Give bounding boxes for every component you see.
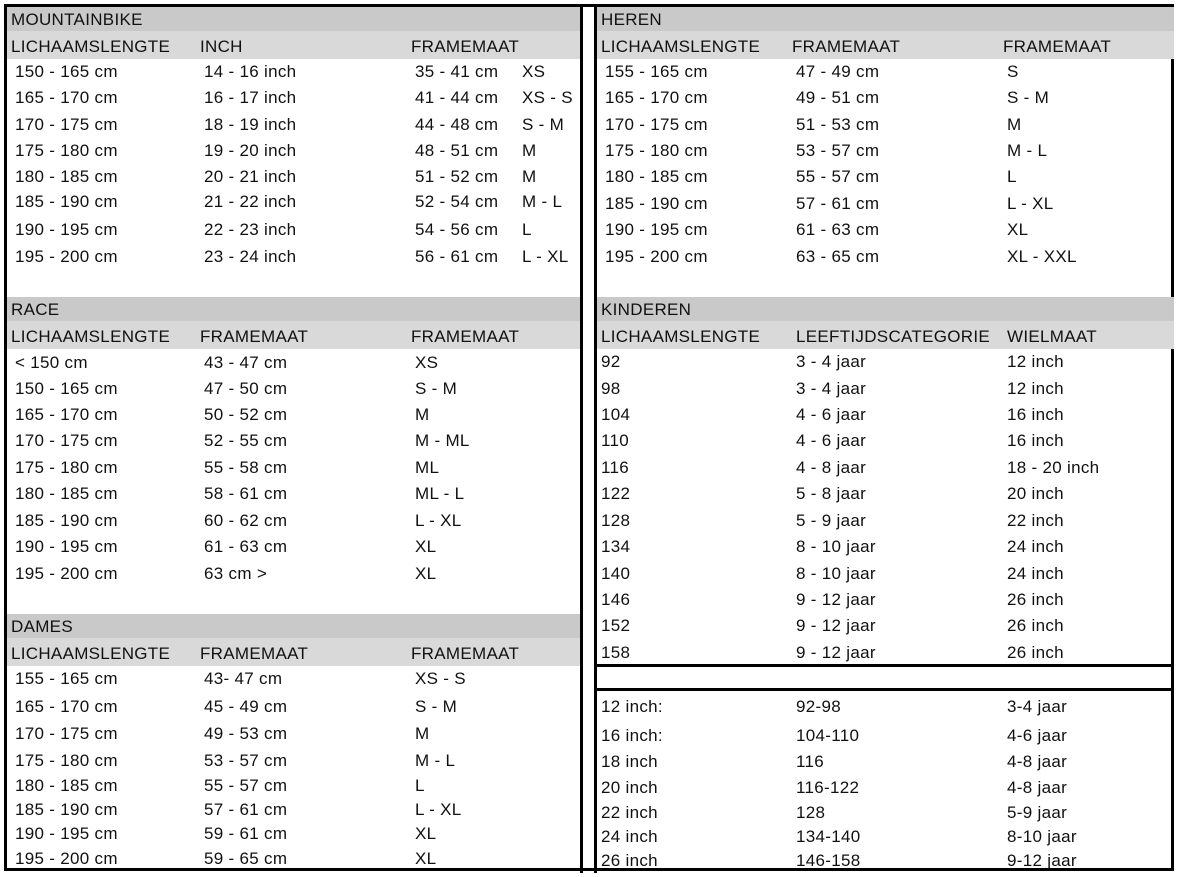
kinderen-cell: 12 inch — [1007, 352, 1064, 371]
dames-cell: 59 - 61 cm — [204, 824, 288, 843]
kinderen-cell: 122 — [601, 484, 631, 503]
mountainbike-column-header: FRAMEMAAT — [411, 37, 520, 56]
race-cell: 43 - 47 cm — [204, 353, 288, 372]
mountainbike-column-header: INCH — [200, 37, 243, 56]
heren-column-header: FRAMEMAAT — [792, 37, 901, 56]
kinderen-column-header: WIELMAAT — [1007, 327, 1097, 346]
kinderen-bottom-line — [594, 664, 1174, 667]
mountainbike-cell: 56 - 61 cm — [415, 247, 499, 266]
kinderen-cell: 158 — [601, 643, 631, 662]
summary-cell: 4-8 jaar — [1007, 778, 1068, 797]
kinderen-cell: 9 - 12 jaar — [796, 616, 876, 635]
dames-cell: 57 - 61 cm — [204, 800, 288, 819]
kinderen-cell: 4 - 6 jaar — [796, 431, 867, 450]
heren-cell: L — [1007, 167, 1017, 186]
summary-cell: 3-4 jaar — [1007, 697, 1068, 716]
race-cell: 195 - 200 cm — [15, 564, 118, 583]
race-column-header: LICHAAMSLENGTE — [11, 327, 171, 346]
race-cell: M - ML — [415, 431, 470, 450]
heren-cell: 195 - 200 cm — [605, 247, 708, 266]
mountainbike-cell: 41 - 44 cm — [415, 88, 499, 107]
mountainbike-cell: 52 - 54 cm — [415, 192, 499, 211]
race-cell: 165 - 170 cm — [15, 405, 118, 424]
heren-title: HEREN — [601, 10, 663, 29]
mountainbike-cell: XS - S — [522, 88, 573, 107]
summary-cell: 24 inch — [601, 827, 658, 846]
summary-cell: 134-140 — [796, 827, 861, 846]
kinderen-column-header: LEEFTIJDSCATEGORIE — [796, 327, 991, 346]
mountainbike-cell: 190 - 195 cm — [15, 220, 118, 239]
summary-cell: 116-122 — [796, 778, 860, 797]
race-cell: 58 - 61 cm — [204, 484, 288, 503]
heren-cell: 53 - 57 cm — [796, 141, 880, 160]
heren-cell: 57 - 61 cm — [796, 194, 880, 213]
dames-cell: 155 - 165 cm — [15, 669, 118, 688]
kinderen-cell: 18 - 20 inch — [1007, 458, 1100, 477]
mountainbike-cell: L — [522, 220, 532, 239]
race-cell: 60 - 62 cm — [204, 511, 288, 530]
kinderen-cell: 26 inch — [1007, 590, 1064, 609]
kinderen-cell: 24 inch — [1007, 537, 1064, 556]
kinderen-cell: 8 - 10 jaar — [796, 564, 876, 583]
summary-cell: 16 inch: — [601, 726, 663, 745]
dames-cell: M — [415, 724, 430, 743]
mountainbike-cell: 51 - 52 cm — [415, 167, 499, 186]
summary-cell: 22 inch — [601, 803, 658, 822]
heren-cell: 63 - 65 cm — [796, 247, 880, 266]
summary-cell: 20 inch — [601, 778, 658, 797]
heren-cell: 170 - 175 cm — [605, 115, 708, 134]
mountainbike-cell: 185 - 190 cm — [15, 192, 118, 211]
summary-cell: 18 inch — [601, 752, 658, 771]
dames-cell: 180 - 185 cm — [15, 776, 118, 795]
summary-cell: 5-9 jaar — [1007, 803, 1068, 822]
race-cell: 55 - 58 cm — [204, 458, 288, 477]
kinderen-cell: 110 — [601, 431, 630, 450]
race-cell: XL — [415, 564, 437, 583]
heren-cell: 165 - 170 cm — [605, 88, 708, 107]
kinderen-cell: 140 — [601, 564, 631, 583]
race-cell: XL — [415, 537, 437, 556]
kinderen-cell: 92 — [601, 352, 621, 371]
kinderen-cell: 3 - 4 jaar — [796, 352, 867, 371]
race-cell: L - XL — [415, 511, 462, 530]
mountainbike-cell: 180 - 185 cm — [15, 167, 118, 186]
mountainbike-cell: 20 - 21 inch — [204, 167, 297, 186]
dames-title-bar — [7, 614, 580, 638]
race-cell: S - M — [415, 379, 458, 398]
summary-cell: 146-158 — [796, 851, 861, 870]
mountainbike-cell: 48 - 51 cm — [415, 141, 499, 160]
heren-cell: 55 - 57 cm — [796, 167, 880, 186]
heren-cell: XL - XXL — [1007, 247, 1077, 266]
race-column-header: FRAMEMAAT — [411, 327, 520, 346]
kinderen-cell: 128 — [601, 511, 631, 530]
dames-cell: 170 - 175 cm — [15, 724, 118, 743]
heren-cell: M - L — [1007, 141, 1048, 160]
summary-cell: 26 inch — [601, 851, 658, 870]
summary-cell: 116 — [796, 752, 825, 771]
kinderen-cell: 5 - 9 jaar — [796, 511, 867, 530]
kinderen-cell: 16 inch — [1007, 431, 1064, 450]
dames-cell: 195 - 200 cm — [15, 849, 118, 868]
dames-cell: XS - S — [415, 669, 466, 688]
dames-column-header: FRAMEMAAT — [200, 644, 309, 663]
heren-cell: S — [1007, 62, 1019, 81]
race-title-bar — [7, 297, 580, 321]
race-title: RACE — [11, 300, 60, 319]
heren-column-header: FRAMEMAAT — [1003, 37, 1112, 56]
mountainbike-cell: 22 - 23 inch — [204, 220, 297, 239]
dames-cell: 165 - 170 cm — [15, 697, 118, 716]
race-cell: 170 - 175 cm — [15, 431, 118, 450]
race-cell: ML — [415, 458, 440, 477]
summary-cell: 9-12 jaar — [1007, 851, 1077, 870]
mountainbike-cell: 170 - 175 cm — [15, 115, 118, 134]
kinderen-column-header: LICHAAMSLENGTE — [601, 327, 761, 346]
race-cell: 180 - 185 cm — [15, 484, 118, 503]
heren-cell: XL — [1007, 220, 1029, 239]
kinderen-cell: 98 — [601, 379, 621, 398]
kinderen-cell: 104 — [601, 405, 631, 424]
kinderen-cell: 26 inch — [1007, 616, 1064, 635]
heren-cell: M — [1007, 115, 1022, 134]
race-cell: XS — [415, 353, 439, 372]
dames-column-header: FRAMEMAAT — [411, 644, 520, 663]
kinderen-title: KINDEREN — [601, 300, 692, 319]
dames-cell: M - L — [415, 751, 456, 770]
size-chart-frame — [4, 4, 1174, 871]
race-cell: 175 - 180 cm — [15, 458, 118, 477]
heren-cell: 185 - 190 cm — [605, 194, 708, 213]
dames-cell: 49 - 53 cm — [204, 724, 288, 743]
dames-cell: 53 - 57 cm — [204, 751, 288, 770]
dames-column-header: LICHAAMSLENGTE — [11, 644, 171, 663]
race-cell: 61 - 63 cm — [204, 537, 288, 556]
heren-cell: 51 - 53 cm — [796, 115, 880, 134]
heren-column-header: LICHAAMSLENGTE — [601, 37, 761, 56]
mountainbike-column-header: LICHAAMSLENGTE — [11, 37, 171, 56]
kinderen-cell: 8 - 10 jaar — [796, 537, 876, 556]
heren-cell: 190 - 195 cm — [605, 220, 708, 239]
mountainbike-cell: 44 - 48 cm — [415, 115, 499, 134]
heren-cell: L - XL — [1007, 194, 1054, 213]
dames-cell: L - XL — [415, 800, 462, 819]
dames-cell: XL — [415, 849, 437, 868]
kinderen-cell: 3 - 4 jaar — [796, 379, 867, 398]
heren-cell: 175 - 180 cm — [605, 141, 708, 160]
summary-cell: 92-98 — [796, 697, 841, 716]
kinderen-cell: 5 - 8 jaar — [796, 484, 867, 503]
kinderen-cell: 22 inch — [1007, 511, 1064, 530]
mountainbike-cell: 175 - 180 cm — [15, 141, 118, 160]
mountainbike-cell: XS — [522, 62, 546, 81]
mountainbike-cell: L - XL — [522, 247, 569, 266]
race-cell: ML - L — [415, 484, 465, 503]
mountainbike-title: MOUNTAINBIKE — [11, 10, 143, 29]
kinderen-cell: 20 inch — [1007, 484, 1064, 503]
dames-cell: 175 - 180 cm — [15, 751, 118, 770]
heren-cell: S - M — [1007, 88, 1050, 107]
dames-cell: 59 - 65 cm — [204, 849, 288, 868]
mountainbike-cell: 35 - 41 cm — [415, 62, 499, 81]
summary-cell: 8-10 jaar — [1007, 827, 1077, 846]
dames-cell: 185 - 190 cm — [15, 800, 118, 819]
mountainbike-cell: M — [522, 167, 537, 186]
mountainbike-cell: 16 - 17 inch — [204, 88, 297, 107]
summary-cell: 4-8 jaar — [1007, 752, 1068, 771]
summary-cell: 12 inch: — [601, 697, 663, 716]
mountainbike-cell: 21 - 22 inch — [204, 192, 297, 211]
race-cell: 50 - 52 cm — [204, 405, 288, 424]
race-cell: 47 - 50 cm — [204, 379, 288, 398]
kinderen-cell: 12 inch — [1007, 379, 1064, 398]
heren-cell: 49 - 51 cm — [796, 88, 880, 107]
summary-cell: 104-110 — [796, 726, 860, 745]
dames-cell: 190 - 195 cm — [15, 824, 118, 843]
mountainbike-cell: 18 - 19 inch — [204, 115, 297, 134]
mountainbike-cell: 23 - 24 inch — [204, 247, 297, 266]
mountainbike-cell: M - L — [522, 192, 563, 211]
dames-cell: L — [415, 776, 425, 795]
mountainbike-cell: 54 - 56 cm — [415, 220, 499, 239]
mountainbike-cell: 150 - 165 cm — [15, 62, 118, 81]
mountainbike-cell: S - M — [522, 115, 565, 134]
dames-cell: 45 - 49 cm — [204, 697, 288, 716]
dames-cell: S - M — [415, 697, 458, 716]
mountainbike-cell: 14 - 16 inch — [204, 62, 297, 81]
mountainbike-cell: 19 - 20 inch — [204, 141, 297, 160]
heren-title-bar — [597, 7, 1174, 31]
race-cell: 52 - 55 cm — [204, 431, 288, 450]
kinderen-cell: 24 inch — [1007, 564, 1064, 583]
column-divider-left — [580, 4, 583, 873]
race-cell: 150 - 165 cm — [15, 379, 118, 398]
kinderen-cell: 134 — [601, 537, 631, 556]
kinderen-cell: 4 - 8 jaar — [796, 458, 867, 477]
dames-cell: XL — [415, 824, 437, 843]
heren-cell: 61 - 63 cm — [796, 220, 880, 239]
dames-cell: 55 - 57 cm — [204, 776, 288, 795]
race-cell: M — [415, 405, 430, 424]
kinderen-cell: 16 inch — [1007, 405, 1064, 424]
heren-cell: 155 - 165 cm — [605, 62, 708, 81]
heren-cell: 47 - 49 cm — [796, 62, 880, 81]
heren-cell: 180 - 185 cm — [605, 167, 708, 186]
kinderen-cell: 9 - 12 jaar — [796, 643, 876, 662]
mountainbike-cell: 195 - 200 cm — [15, 247, 118, 266]
kinderen-cell: 116 — [601, 458, 630, 477]
mountainbike-cell: 165 - 170 cm — [15, 88, 118, 107]
summary-cell: 128 — [796, 803, 826, 822]
race-column-header: FRAMEMAAT — [200, 327, 309, 346]
race-cell: 63 cm > — [204, 564, 268, 583]
kinderen-cell: 146 — [601, 590, 631, 609]
column-divider-right — [594, 4, 597, 873]
mountainbike-cell: M — [522, 141, 537, 160]
kinderen-cell: 4 - 6 jaar — [796, 405, 867, 424]
dames-title: DAMES — [11, 617, 73, 636]
kinderen-cell: 9 - 12 jaar — [796, 590, 876, 609]
dames-cell: 43- 47 cm — [204, 669, 283, 688]
race-cell: 190 - 195 cm — [15, 537, 118, 556]
summary-top-line — [594, 688, 1174, 691]
summary-cell: 4-6 jaar — [1007, 726, 1068, 745]
race-cell: 185 - 190 cm — [15, 511, 118, 530]
race-cell: < 150 cm — [15, 353, 88, 372]
kinderen-cell: 26 inch — [1007, 643, 1064, 662]
kinderen-cell: 152 — [601, 616, 631, 635]
